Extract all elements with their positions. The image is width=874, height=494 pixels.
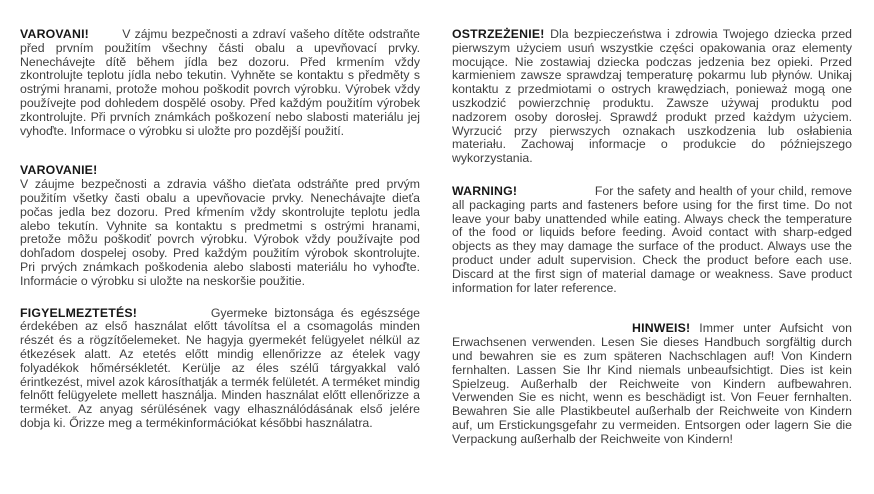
section-warning-german	[452, 322, 852, 446]
heading-gap-english	[521, 194, 591, 195]
heading-slovak: VAROVANIE!	[20, 163, 98, 178]
heading-polish: OSTRZEŻENIE!	[452, 27, 545, 41]
heading-hungarian: FIGYELMEZTETÉS!	[20, 305, 138, 320]
body-german: Immer unter Aufsicht von Erwachsenen verwenden. Lesen Sie dieses Handbuch sorgfältig durch und bewahren sie es zum späteren Nachschlagen auf! Von Kindern fernhalten. Lassen Sie Ihr Kind niemals unbeaufsichtigt. Dies ist kein Spielzeug. Außerhalb der Reichweite von Kindern aufbewahren. Verwenden Sie es nicht, wenn es beschädigt ist. Von Feuer fernhalten. Bewahren Sie alle Plastikbeutel außerhalb der Reichweite von Kindern auf, um Erstickungsgefahr zu vermeiden. Entsorgen oder lagern Sie die Verpackung außerhalb der Reichweite von Kindern!	[452, 321, 852, 446]
section-warning-english	[452, 185, 852, 295]
section-warning-slovak	[20, 164, 420, 288]
body-polish: Dla bezpieczeństwa i zdrowia Twojego dziecka przed pierwszym użyciem usuń wszystkie części opakowania oraz elementy mocujące. Nie zostawiaj dziecka podczas jedzenia bez opieki. Przed karmieniem zawsze sprawdzaj temperaturę pokarmu lub płynów. Unikaj kontaktu z przedmiotami o ostrych krawędziach, ponieważ mogą one uszkodzić powierzchnię produktu. Zawsze używaj produktu pod nadzorem osoby dorosłej. Sprawdź produkt przed każdym użyciem. Wyrzucić przy pierwszych oznakach uszkodzenia lub osłabienia materiału. Zachowaj informacje o produkcie do późniejszego wykorzystania.	[452, 27, 852, 166]
heading-czech: VAROVANI!	[20, 27, 89, 41]
column-left	[20, 28, 420, 494]
body-hungarian: Gyermeke biztonsága és egészsége érdekében az első használat előtt távolítsa el a csomagolás minden részét és a rögzítőelemeket. Ne hagyja gyermekét felügyelet nélkül az étkezések alatt. Az etetés előtt mindig ellenőrizze az ételek vagy folyadékok hőmérsékletét. Kerülje az éles szélű tárgyakkal való érintkezést, mivel azok károsíthatják a termék felületét. A terméket mindig felnőtt felügyelete mellett használja. Minden használat előtt ellenőrizze a terméket. Az anyag sérülésének vagy elhasználódásának első jelére dobja ki. Őrizze meg a termékinformációkat későbbi használatra.	[20, 305, 421, 430]
section-warning-czech	[20, 28, 420, 138]
heading-english: WARNING!	[452, 183, 518, 198]
heading-german: HINWEIS!	[632, 321, 691, 336]
body-czech: V zájmu bezpečnosti a zdraví vašeho dítěte odstraňte před prvním použitím všechny části obalu a upevňovací prvky. Nenechávejte dítě během jídla bez dozoru. Před krmením vždy zkontrolujte teplotu jídla nebo tekutin. Vyhněte se kontaktu s předměty s ostrými hranami, protože mohou poškodit povrch výrobku. Výrobek vždy používejte pod dohledem dospělé osoby. Před každým použitím výrobek zkontrolujte. Při prvních známkách poškození nebo slabosti materiálu jej vyhoďte. Informace o výrobku si uložte pro pozdější použití.	[20, 27, 420, 138]
body-english: For the safety and health of your child, remove all packaging parts and fasteners before using for the first time. Do not leave your baby unattended while eating. Always check the temperature of the food or liquids before feeding. Avoid contact with sharp-edged objects as they may damage the surface of the product. Always use the product under adult supervision. Check the product before each use. Discard at the first sign of material damage or weakness. Save product information for later reference.	[452, 183, 852, 295]
column-right	[452, 28, 852, 494]
heading-gap-czech	[93, 37, 118, 38]
section-warning-hungarian	[20, 307, 420, 431]
heading-gap-hungarian	[144, 316, 204, 317]
section-warning-polish	[452, 28, 852, 166]
body-slovak: V záujme bezpečnosti a zdravia vášho dieťata odstráňte pred prvým použitím všetky časti obalu a upevňovacie prvky. Nenechávajte dieťa počas jedla bez dozoru. Pred kŕmením vždy skontrolujte teplotu jedla alebo tekutín. Vyhnite sa kontaktu s predmetmi s ostrými hranami, pretože môžu poškodiť povrch výrobku. Výrobok vždy používajte pod dohľadom dospelej osoby. Pred každým použitím výrobok skontrolujte. Pri prvých známkach poškodenia alebo slabosti materiálu ho vyhoďte. Informácie o výrobku si uložte na neskoršie použitie.	[20, 177, 420, 288]
